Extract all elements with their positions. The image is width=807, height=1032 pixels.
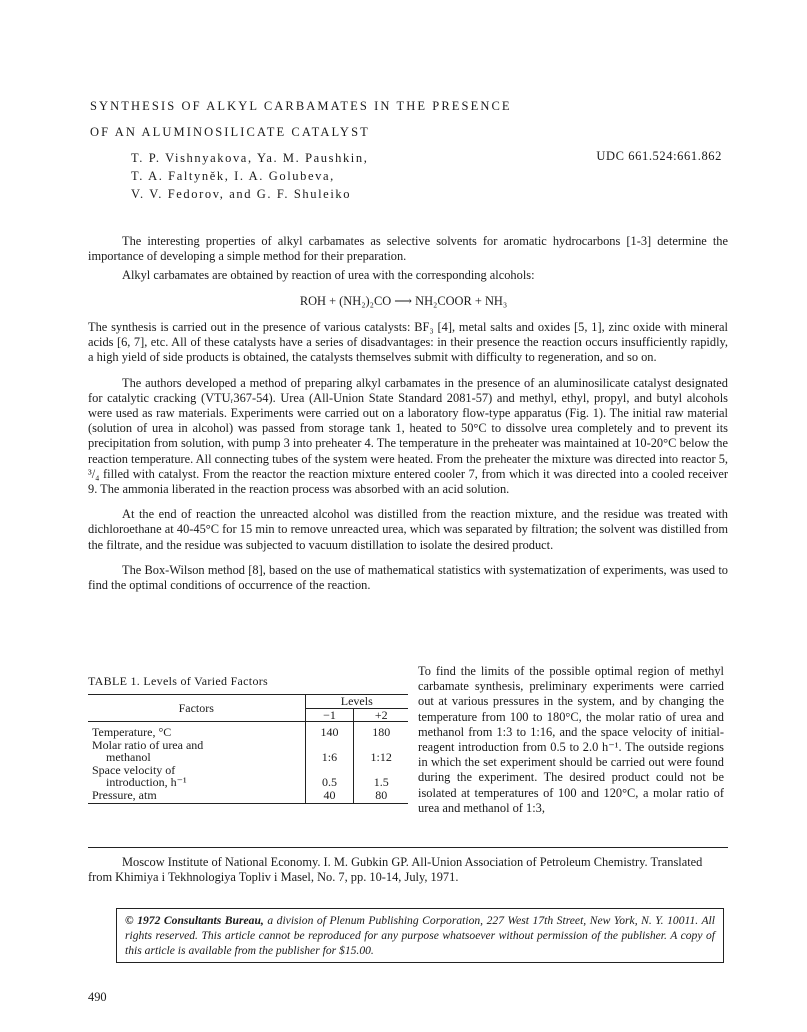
col-header-factors: Factors	[88, 695, 305, 722]
levels-table	[88, 694, 408, 804]
author-line-3: V. V. Fedorov, and G. F. Shuleiko	[131, 187, 352, 201]
title-line-1: SYNTHESIS OF ALKYL CARBAMATES IN THE PRESENCE	[90, 99, 512, 113]
table-row: Space velocity of	[88, 764, 408, 777]
footnote-divider	[88, 847, 728, 848]
table-row: methanol 1:6 1:12	[88, 751, 408, 764]
copyright-text: a division of Plenum Publishing Corporation, 227 West 17th Street, New York, N. Y. 10011. All rights reserved. This article cannot be reproduced for any purpose whatsoever without permission of the publisher. A copy of this article is available from the publisher for $15.00.	[125, 914, 715, 957]
author-list	[131, 149, 551, 203]
copyright-box	[116, 908, 724, 963]
paragraph-6: The Box-Wilson method [8], based on the use of mathematical statistics with systematization of experiments, was used to find the optimal conditions of occurrence of the reaction.	[88, 562, 728, 593]
methods-section	[88, 320, 728, 593]
reaction-equation: ROH + (NH₂)₂CO ⟶ NH₂COOR + NH₃	[299, 294, 508, 308]
paragraph-5: At the end of reaction the unreacted alcohol was distilled from the reaction mixture, and the residue was treated with dichloroethane at 40-45°C for 15 min to remove unreacted urea, which was separated by filtration; the solvent was distilled from the filtrate, and the residue was subjected to vacuum distillation to isolate the desired product.	[88, 507, 728, 552]
right-column-text	[418, 664, 724, 816]
intro-section	[88, 234, 728, 284]
affiliation-footnote	[88, 855, 728, 885]
paragraph-2: Alkyl carbamates are obtained by reaction of urea with the corresponding alcohols:	[122, 268, 535, 283]
paragraph-1: The interesting properties of alkyl carbamates as selective solvents for aromatic hydrocarbons [1-3] determine the importance of developing a simple method for their preparation.	[88, 234, 728, 264]
title-line-2: OF AN ALUMINOSILICATE CATALYST	[90, 125, 370, 139]
table-row: Pressure, atm 40 80	[88, 789, 408, 804]
copyright-publisher: © 1972 Consultants Bureau,	[125, 914, 264, 927]
table-caption: TABLE 1. Levels of Varied Factors	[88, 674, 269, 688]
paragraph-4: The authors developed a method of preparing alkyl carbamates in the presence of an aluminosilicate catalyst designated for catalytic cracking (VTUᵣ367-54). Urea (All-Union State Standard 2081-57) and methyl, ethyl, propyl, and butyl alcohols were used as raw materials. Experiments were carried out on a laboratory flow-type apparatus (Fig. 1). The initial raw material (solution of urea in alcohol) was passed from storage tank 1, heated to 50°C to dissolve urea completely and to prevent its precipitation from solution, with pump 3 into preheater 4. The temperature in the preheater was maintained at 10-20°C below the reaction temperature. All connecting tubes of the system were heated. From the preheater the mixture was directed into reactor 5, ³/₄ filled with catalyst. From the reactor the reaction mixture entered cooler 7, from which it was directed into a cooled receiver 9. The ammonia liberated in the reaction process was absorbed with an acid solution.	[88, 375, 728, 497]
table-row: Molar ratio of urea and	[88, 739, 408, 752]
author-line-1: T. P. Vishnyakova, Ya. M. Paushkin,	[131, 151, 369, 165]
col-header-high: +2	[354, 708, 408, 722]
paragraph-3: The synthesis is carried out in the presence of various catalysts: BF₃ [4], metal salts and oxides [5, 1], zinc oxide with mineral acids [6, 7], etc. All of these catalysts have a series of disadvantages: in their presence the reaction occurs insufficiently rapidly, a high yield of side products is obtained, the catalysts themselves submit with difficulty to regeneration, and so on.	[88, 320, 728, 365]
affiliation-text: Moscow Institute of National Economy. I. M. Gubkin GP. All-Union Association of Petroleum Chemistry. Translated from Khimiya i Tekhnologiya Topliv i Masel, No. 7, pp. 10-14, July, 1971.	[88, 855, 703, 885]
table-row: Temperature, °C 140 180	[88, 722, 408, 739]
article-title	[90, 93, 730, 145]
right-column-paragraph: To find the limits of the possible optimal region of methyl carbamate synthesis, preliminary experiments were carried out at various pressures in the system, and by changing the temperature from 100 to 180°C, the molar ratio of urea and methanol from 1:3 to 1:16, and the space velocity of initial-reagent introduction from 0.5 to 2.0 h⁻¹. The outside regions in which the set experiment should be carried out were found during the experiment. The desired product could not be isolated at temperatures of 100 and 120°C, a molar ratio of urea and methanol of 1:3,	[418, 664, 724, 815]
col-header-low: −1	[305, 708, 354, 722]
col-header-levels: Levels	[305, 695, 408, 709]
udc-code: UDC 661.524:661.862	[596, 149, 722, 163]
table-row: introduction, h⁻¹ 0.5 1.5	[88, 776, 408, 789]
author-line-2: T. A. Faltyněk, I. A. Golubeva,	[131, 169, 335, 183]
page-number: 490	[88, 990, 107, 1004]
